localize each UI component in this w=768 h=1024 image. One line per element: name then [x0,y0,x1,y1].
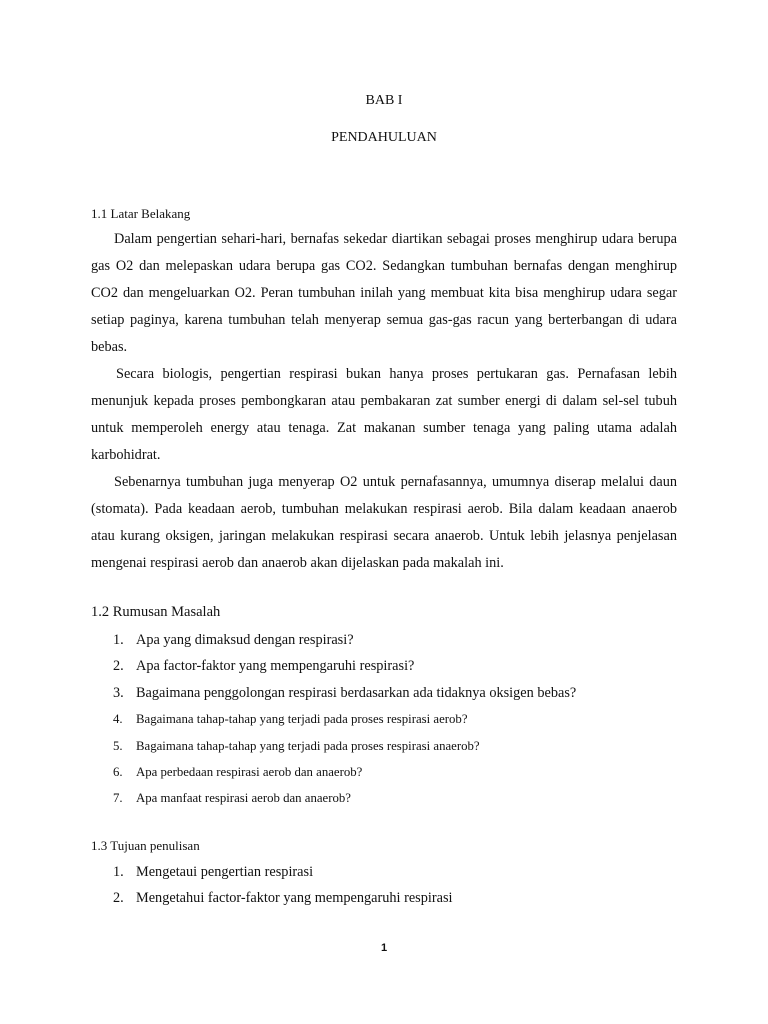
list-item [113,680,673,706]
list-item-number: 6. [113,765,123,780]
list-item-text: Apa manfaat respirasi aerob dan anaerob? [136,791,351,806]
list-item-text: Mengetahui factor-faktor yang mempengaruhi respirasi [136,890,453,907]
list-item [113,759,673,785]
list-item-text: Apa factor-faktor yang mempengaruhi respirasi? [136,658,415,675]
rumusan-masalah-list [113,627,673,812]
section-heading-latar-belakang: 1.1 Latar Belakang [91,206,191,221]
paragraph: Secara biologis, pengertian respirasi bukan hanya proses pertukaran gas. Pernafasan lebih menunjuk kepada proses pembongkaran atau pembakaran zat sumber energi di dalam sel-sel tubuh untuk memperoleh energy atau tenaga. Zat makanan sumber tenaga yang paling utama adalah karbohidrat. [91,366,677,463]
list-item-text: Apa perbedaan respirasi aerob dan anaerob? [136,765,363,780]
list-item-number: 1. [113,632,124,648]
list-item [113,653,673,679]
list-item [113,859,673,885]
list-item-number: 4. [113,712,123,727]
list-item [113,706,673,732]
section-heading-rumusan-masalah: 1.2 Rumusan Masalah [91,604,221,620]
list-item-text: Apa yang dimaksud dengan respirasi? [136,632,354,648]
list-item-number: 7. [113,791,123,806]
chapter-number: BAB I [365,93,403,108]
chapter-title: PENDAHULUAN [331,130,437,145]
list-item-number: 1. [113,864,124,880]
paragraph: Dalam pengertian sehari-hari, bernafas sekedar diartikan sebagai proses menghirup udara berupa gas O2 dan melepaskan udara berupa gas CO2. Sedangkan tumbuhan bernafas dengan menghirup CO2 dan mengeluarkan O2. Peran tumbuhan inilah yang membuat kita bisa menghirup udara segar setiap paginya, karena tumbuhan telah menyerap semua gas-gas racun yang berterbangan di udara bebas. [91,231,677,355]
list-item [113,885,673,911]
list-item-text: Mengetaui pengertian respirasi [136,864,314,880]
list-item-text: Bagaimana tahap-tahap yang terjadi pada proses respirasi anaerob? [136,738,480,753]
list-item-number: 3. [113,684,124,701]
list-item-number: 2. [113,658,124,675]
paragraph: Sebenarnya tumbuhan juga menyerap O2 untuk pernafasannya, umumnya diserap melalui daun (stomata). Pada keadaan aerob, tumbuhan melakukan respirasi aerob. Bila dalam keadaan anaerob atau kurang oksigen, jaringan melakukan respirasi secara anaerob. Untuk lebih jelasnya penjelasan mengenai respirasi aerob dan anaerob akan dijelaskan pada makalah ini. [91,474,677,571]
list-item-text: Bagaimana penggolongan respirasi berdasarkan ada tidaknya oksigen bebas? [136,684,577,701]
list-item-number: 5. [113,738,123,753]
list-item [113,733,673,759]
list-item [113,627,673,653]
list-item-number: 2. [113,890,124,907]
tujuan-penulisan-list [113,859,673,912]
list-item [113,785,673,811]
page-number: 1 [380,942,388,954]
section-heading-tujuan-penulisan: 1.3 Tujuan penulisan [91,838,200,853]
section-body-latar-belakang [91,226,677,577]
list-item-text: Bagaimana tahap-tahap yang terjadi pada proses respirasi aerob? [136,712,468,727]
